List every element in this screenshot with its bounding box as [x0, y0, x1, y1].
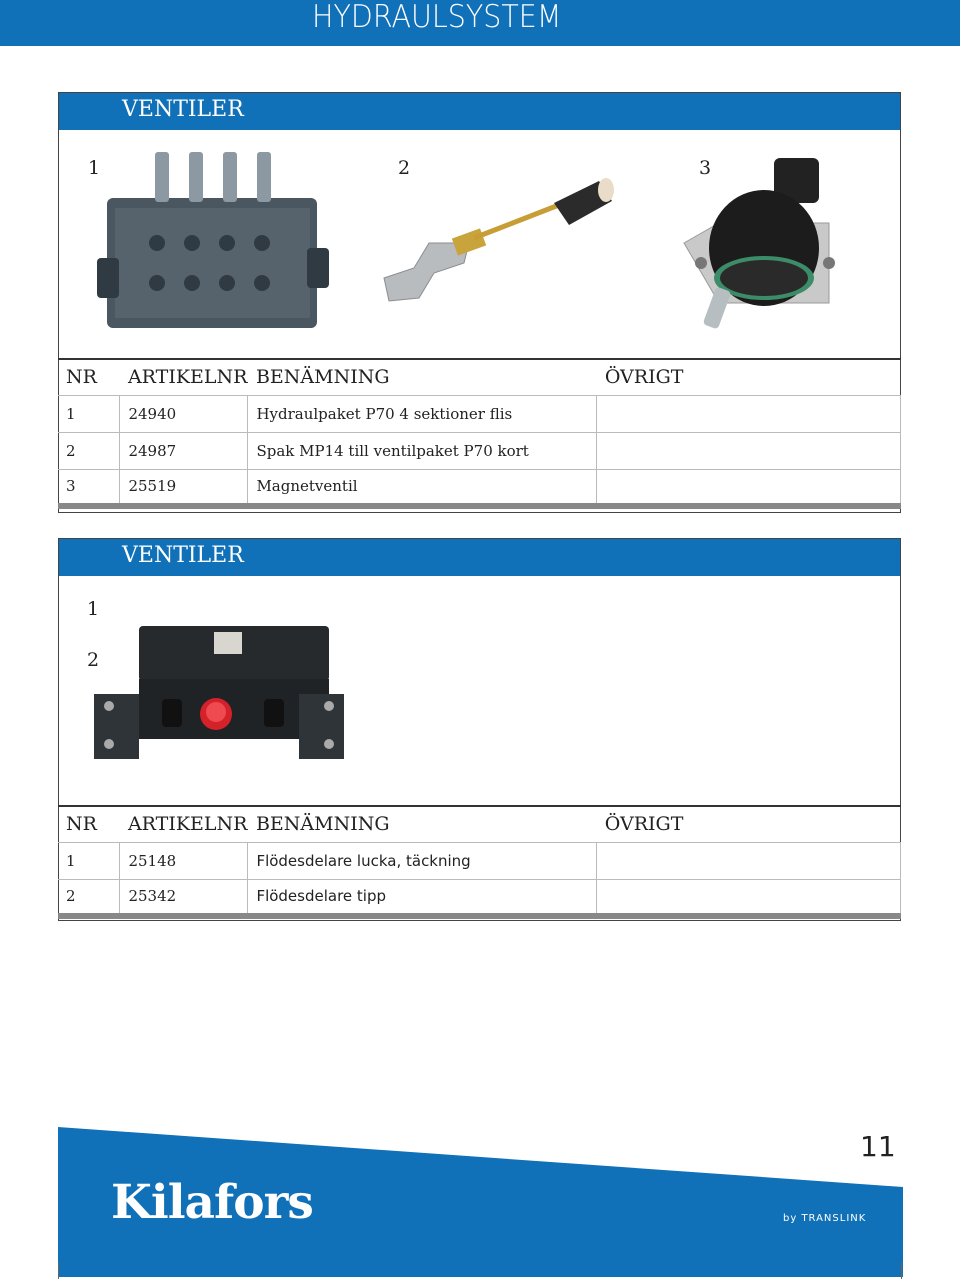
table-row: [58, 842, 901, 879]
cell-benamning: Flödesdelare lucka, täckning: [248, 842, 597, 879]
kilafors-logo: Kilafors: [111, 1175, 313, 1230]
col-header-artikelnr: ARTIKELNR: [120, 359, 248, 395]
col-header-nr: NR: [58, 806, 120, 842]
section-ventiler-2: [58, 538, 901, 921]
cell-artikelnr: 25342: [120, 879, 248, 916]
image-number-3: 3: [699, 157, 712, 179]
cell-benamning: Hydraulpaket P70 4 sektioner flis: [248, 395, 597, 432]
crop-mark: [58, 1262, 59, 1279]
cell-nr: 1: [58, 395, 120, 432]
cell-nr: 2: [58, 879, 120, 916]
col-header-nr: NR: [58, 359, 120, 395]
section-heading: VENTILER: [122, 97, 244, 122]
cell-benamning: Flödesdelare tipp: [248, 879, 597, 916]
table-row: [58, 395, 901, 432]
col-header-benamning: BENÄMNING: [248, 806, 597, 842]
col-header-benamning: BENÄMNING: [248, 359, 597, 395]
flow-divider-image: [94, 624, 344, 759]
byline: by TRANSLINK: [783, 1213, 867, 1224]
section-heading-bar: [59, 539, 900, 576]
cell-artikelnr: 25519: [120, 469, 248, 506]
cell-ovrigt: [597, 469, 901, 506]
table-row: [58, 879, 901, 916]
cell-nr: 1: [58, 842, 120, 879]
cell-artikelnr: 24987: [120, 432, 248, 469]
image-number-1: 1: [88, 157, 101, 179]
section-ventiler-1: [58, 92, 901, 513]
lever-image: [374, 173, 619, 308]
cell-artikelnr: 24940: [120, 395, 248, 432]
col-header-ovrigt: ÖVRIGT: [597, 806, 901, 842]
cell-nr: 3: [58, 469, 120, 506]
cell-ovrigt: [597, 395, 901, 432]
section-heading: VENTILER: [122, 543, 244, 568]
col-header-ovrigt: ÖVRIGT: [597, 359, 901, 395]
image-number-1: 1: [87, 598, 100, 620]
page-title: HYDRAULSYSTEM: [312, 0, 562, 35]
article-table: [58, 805, 901, 919]
cell-ovrigt: [597, 879, 901, 916]
cell-ovrigt: [597, 432, 901, 469]
cell-ovrigt: [597, 842, 901, 879]
page-header: [0, 0, 960, 46]
cell-benamning: Magnetventil: [248, 469, 597, 506]
page-number: 11: [860, 1130, 896, 1163]
cell-benamning: Spak MP14 till ventilpaket P70 kort: [248, 432, 597, 469]
cell-artikelnr: 25148: [120, 842, 248, 879]
solenoid-valve-image: [679, 153, 839, 338]
image-number-2: 2: [398, 157, 411, 179]
article-table: [58, 358, 901, 509]
crop-mark: [901, 1262, 902, 1279]
table-row: [58, 432, 901, 469]
valve-block-image: [97, 148, 329, 338]
image-number-2: 2: [87, 649, 100, 671]
table-row: [58, 469, 901, 506]
col-header-artikelnr: ARTIKELNR: [120, 806, 248, 842]
section-heading-bar: [59, 93, 900, 130]
cell-nr: 2: [58, 432, 120, 469]
